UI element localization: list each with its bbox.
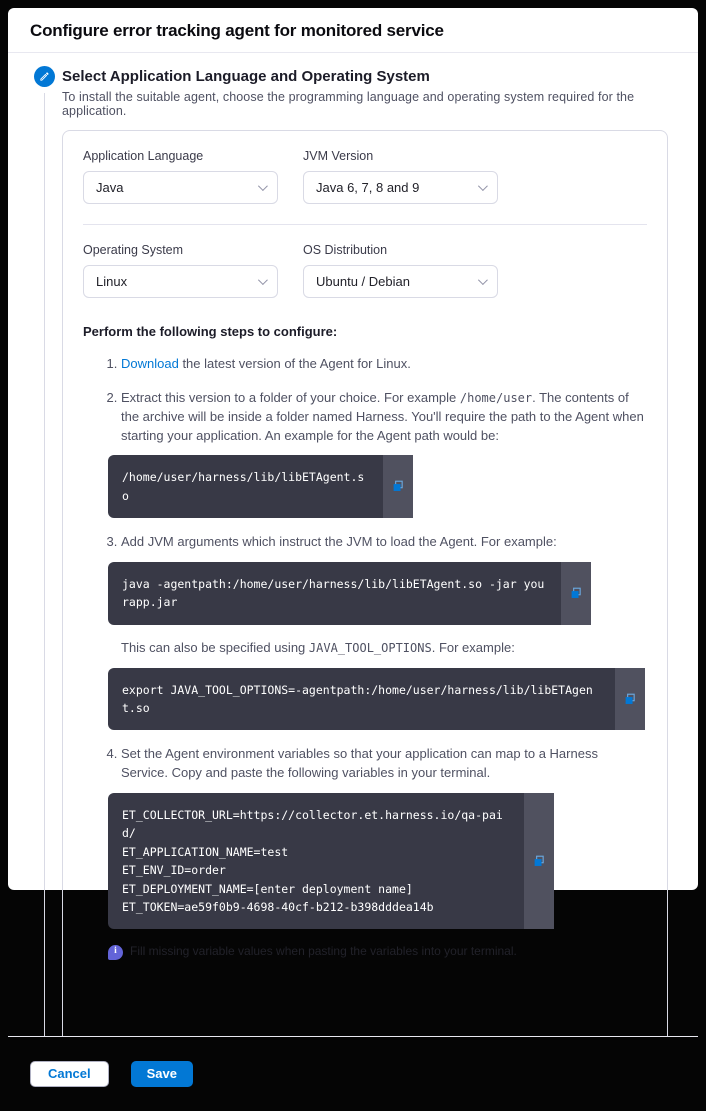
timeline-line — [44, 93, 45, 1036]
os-distribution-label: OS Distribution — [303, 243, 388, 257]
env-variables-code-block — [108, 793, 554, 929]
instruction-step-2 — [121, 389, 647, 518]
note-text-post: . For example: — [431, 639, 515, 655]
env-line: ET_DEPLOYMENT_NAME=[enter deployment name] — [122, 881, 413, 896]
env-line: ET_COLLECTOR_URL=https://collector.et.harness.io/qa-paid/ — [122, 808, 503, 841]
os-fields-row — [83, 243, 647, 298]
instruction-step-4 — [114, 745, 647, 960]
copy-button[interactable] — [383, 455, 413, 518]
env-line: ET_APPLICATION_NAME=test — [122, 844, 289, 859]
os-distribution-value: Ubuntu / Debian — [316, 274, 410, 289]
config-card — [62, 130, 668, 1036]
step-3-text: Add JVM arguments which instruct the JVM to load the Agent. For example: — [121, 534, 557, 550]
step-2-text-post: . The contents of the archive will be inside a folder named Harness. You'll require the path to the Agent when starting your application. An example for the Agent path would be: — [121, 389, 644, 443]
application-language-label: Application Language — [83, 149, 204, 163]
copy-button[interactable] — [561, 562, 591, 625]
note-text-pre: This can also be specified using — [121, 639, 309, 655]
jvm-args-code-block — [108, 562, 591, 625]
instructions-heading: Perform the following steps to configure: — [83, 324, 338, 339]
edit-step-icon — [34, 66, 55, 87]
info-note-text: Fill missing variable values when pasting the variables into your terminal. — [130, 944, 517, 959]
jvm-version-select[interactable] — [303, 171, 498, 204]
os-distribution-field — [303, 243, 498, 298]
agent-path-code-text: /home/user/harness/lib/libETAgent.so — [122, 470, 365, 503]
step-description: To install the suitable agent, choose the programming language and operating system required for the application. — [62, 90, 635, 118]
jvm-args-code-text: java -agentpath:/home/user/harness/lib/libETAgent.so -jar yourapp.jar — [122, 577, 545, 610]
configure-agent-dialog — [8, 8, 698, 1082]
card-divider — [83, 224, 647, 225]
jvm-version-label: JVM Version — [303, 149, 374, 163]
agent-path-code-block — [108, 455, 413, 518]
info-icon: i — [108, 945, 123, 960]
step-heading: Select Application Language and Operating System — [62, 68, 430, 85]
chevron-down-icon — [478, 275, 488, 285]
jvm-version-value: Java 6, 7, 8 and 9 — [316, 180, 420, 195]
copy-icon — [392, 480, 405, 493]
pencil-icon — [39, 71, 50, 82]
copy-icon — [533, 855, 546, 868]
application-language-field — [83, 149, 278, 204]
java-tool-options-note — [121, 639, 647, 658]
operating-system-select[interactable] — [83, 265, 278, 298]
copy-button[interactable] — [615, 668, 645, 731]
step-4-text: Set the Agent environment variables so that your application can map to a Harness Service. Copy and paste the following variables in your terminal. — [121, 746, 598, 781]
copy-icon — [624, 693, 637, 706]
step-2-inline-code: /home/user — [459, 390, 533, 405]
dialog-header — [8, 8, 698, 53]
operating-system-field — [83, 243, 278, 298]
step-1-text: the latest version of the Agent for Linux. — [178, 356, 411, 371]
save-button[interactable]: Save — [131, 1061, 193, 1087]
step-container — [34, 66, 668, 1036]
copy-button[interactable] — [524, 793, 554, 929]
env-variables-code-text — [108, 793, 524, 929]
cancel-button[interactable]: Cancel — [30, 1061, 109, 1087]
language-fields-row — [83, 149, 647, 204]
operating-system-value: Linux — [96, 274, 128, 289]
java-tool-options-code-block — [108, 668, 645, 731]
chevron-down-icon — [478, 181, 488, 191]
chevron-down-icon — [258, 275, 268, 285]
os-distribution-select[interactable] — [303, 265, 498, 298]
env-line: ET_TOKEN=ae59f0b9-4698-40cf-b212-b398dddea14b — [122, 900, 434, 915]
instruction-step-1 — [121, 355, 647, 374]
application-language-value: Java — [96, 180, 124, 195]
dialog-title: Configure error tracking agent for monitored service — [30, 21, 444, 40]
steps-list — [83, 355, 647, 961]
instruction-step-3 — [121, 533, 647, 730]
copy-icon — [570, 587, 583, 600]
download-link[interactable]: Download — [121, 356, 179, 371]
operating-system-label: Operating System — [83, 243, 184, 257]
dialog-footer — [8, 1036, 698, 1111]
jvm-version-field — [303, 149, 498, 204]
application-language-select[interactable] — [83, 171, 278, 204]
env-line: ET_ENV_ID=order — [122, 863, 226, 878]
step-2-text-pre: Extract this version to a folder of your choice. For example — [121, 389, 460, 405]
dialog-body — [8, 53, 698, 1036]
chevron-down-icon — [258, 181, 268, 191]
note-inline-code: JAVA_TOOL_OPTIONS — [308, 640, 432, 655]
info-note — [108, 943, 647, 960]
java-tool-options-code-text: export JAVA_TOOL_OPTIONS=-agentpath:/home/user/harness/lib/libETAgent.so — [122, 682, 593, 716]
